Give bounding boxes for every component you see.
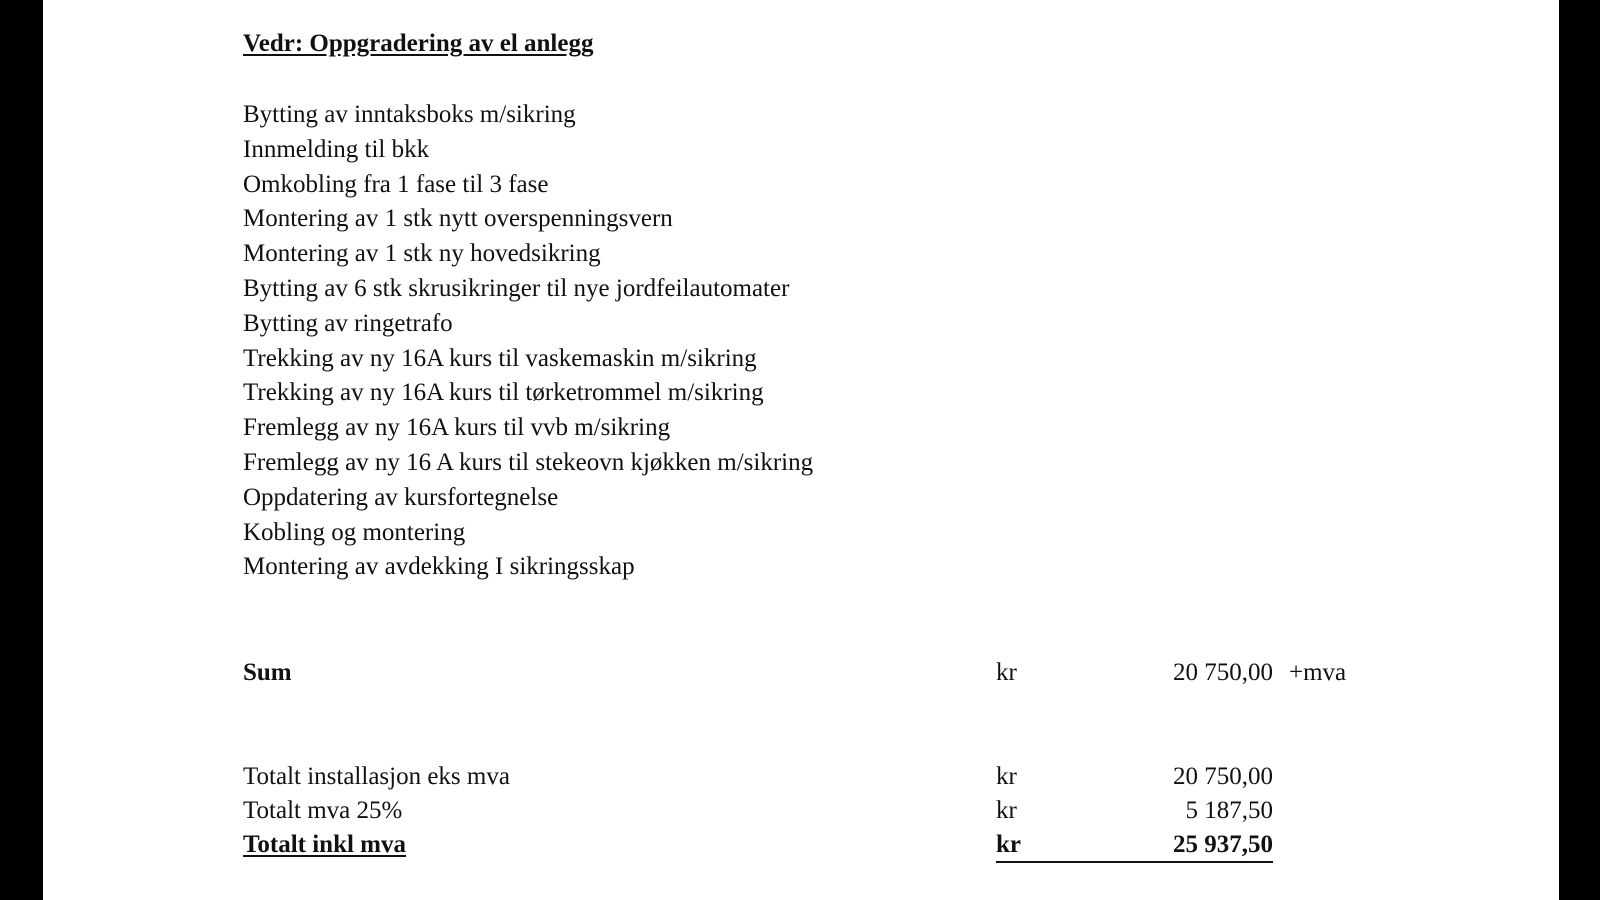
work-item: Bytting av inntaksboks m/sikring: [243, 101, 576, 128]
work-item: Innmelding til bkk: [243, 135, 430, 163]
work-item-list: [243, 98, 813, 585]
work-item: Montering av 1 stk nytt overspenningsvern: [243, 205, 673, 233]
total-underline-rule: [996, 861, 1273, 863]
total-incl-vat-currency: kr: [996, 831, 1021, 858]
work-item: Fremlegg av ny 16A kurs til vvb m/sikring: [243, 414, 671, 442]
work-item: Bytting av ringetrafo: [243, 309, 453, 337]
work-item: Omkobling fra 1 fase til 3 fase: [243, 170, 549, 198]
total-incl-vat-row: [243, 828, 1393, 862]
document-page: [43, 0, 1559, 900]
vat-amount: 5 187,50: [1185, 797, 1273, 824]
document-title: Vedr: Oppgradering av el anlegg: [243, 30, 594, 57]
vat-currency: kr: [996, 797, 1017, 824]
sum-currency: kr: [996, 659, 1017, 686]
total-incl-vat-amount: 25 937,50: [1173, 831, 1273, 858]
work-item: Fremlegg av ny 16 A kurs til stekeovn kjøkken m/sikring: [243, 448, 814, 476]
sum-row: [243, 656, 1393, 690]
sum-vat-suffix: +mva: [1289, 659, 1347, 686]
total-ex-vat-amount: 20 750,00: [1173, 763, 1273, 790]
total-ex-vat-currency: kr: [996, 763, 1017, 790]
sum-amount: 20 750,00: [1173, 659, 1273, 686]
vat-label: Totalt mva 25%: [243, 797, 403, 824]
vat-row: [243, 794, 1393, 828]
work-item: Trekking av ny 16A kurs til tørketrommel m/sikring: [243, 379, 764, 407]
work-item: Trekking av ny 16A kurs til vaskemaskin m/sikring: [243, 344, 757, 372]
work-item: Kobling og montering: [243, 518, 466, 546]
work-item: Oppdatering av kursfortegnelse: [243, 483, 559, 511]
work-item: Bytting av 6 stk skrusikringer til nye jordfeilautomater: [243, 274, 790, 302]
total-ex-vat-label: Totalt installasjon eks mva: [243, 763, 510, 790]
quote-document: [43, 0, 1559, 900]
work-item: Montering av avdekking I sikringsskap: [243, 553, 635, 581]
sum-label: Sum: [243, 659, 292, 686]
work-item: Montering av 1 stk ny hovedsikring: [243, 240, 601, 268]
total-incl-vat-label: Totalt inkl mva: [243, 831, 407, 858]
total-ex-vat-row: [243, 760, 1393, 794]
